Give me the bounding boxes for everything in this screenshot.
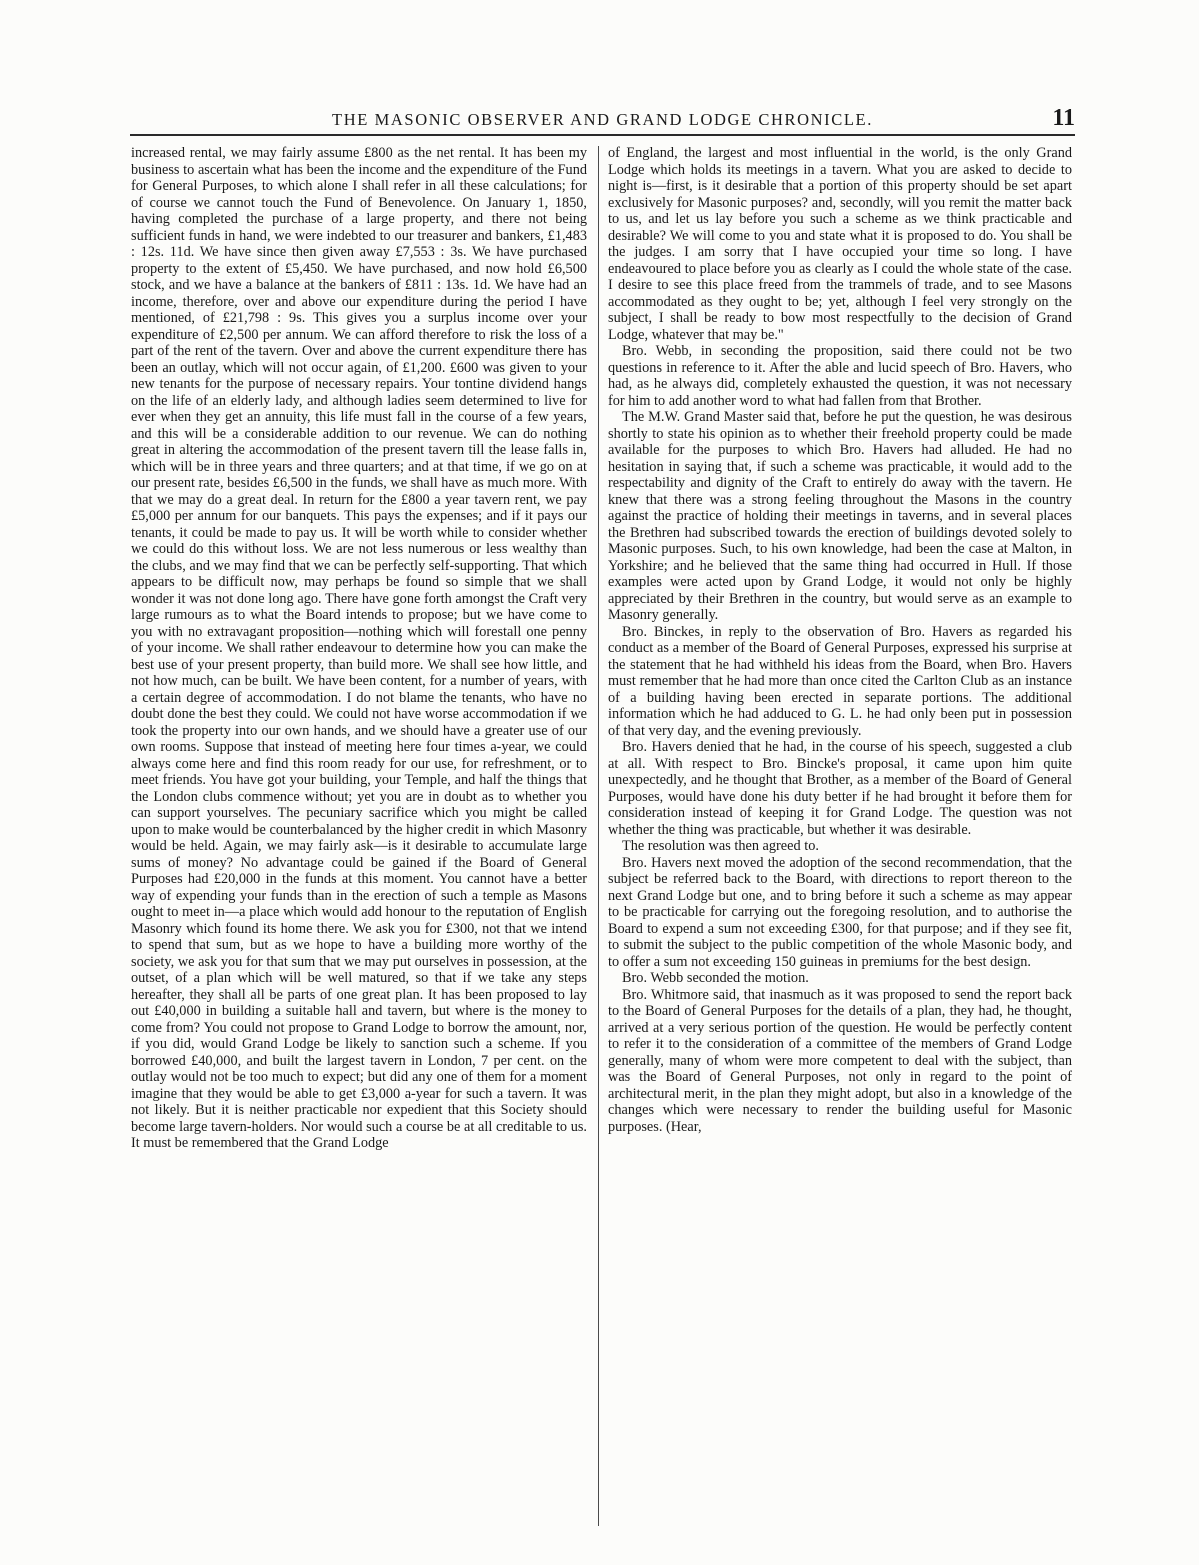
right-paragraph-5: Bro. Havers denied that he had, in the course of his speech, suggested a club at all. With respect to Bro. Bincke's proposal, it came upon him quite unexpectedly, and he thought that Brother, as a member of the Board of General Purposes, would have done his duty better if he had brought it before them for consideration instead of keeping it for Grand Lodge. The question was not whether the thing was practicable, but whether it was desirable. <box>608 739 1072 838</box>
right-paragraph-2: Bro. Webb, in seconding the proposition, said there could not be two questions in reference to it. After the able and lucid speech of Bro. Havers, who had, as he always did, completely exhausted the question, it was not necessary for him to add another word to what had fallen from that Brother. <box>608 343 1072 409</box>
page-number: 11 <box>1052 105 1075 131</box>
column-divider <box>598 146 599 1526</box>
header-rule <box>130 134 1075 136</box>
right-paragraph-3: The M.W. Grand Master said that, before he put the question, he was desirous shortly to state his opinion as to whether their freehold property could be made available for the purposes to which Bro. Havers had alluded. He had no hesitation in saying that, if such a scheme was practicable, it would add to the respectability and dignity of the Craft to entirely do away with the tavern. He knew that there was a strong feeling throughout the Masons in the country against the practice of holding their meetings in taverns, and in several places the Brethren had subscribed towards the erection of buildings devoted solely to Masonic purposes. Such, to his own knowledge, had been the case at Malton, in Yorkshire; and he believed that the same thing had occurred in Hull. If those examples were acted upon by Grand Lodge, it would not only be highly appreciated by their Brethren in the country, but would serve as an example to Masonry generally. <box>608 409 1072 623</box>
left-column <box>131 145 587 1530</box>
right-paragraph-6: The resolution was then agreed to. <box>622 838 819 854</box>
right-paragraph-7: Bro. Havers next moved the adoption of the second recommendation, that the subject be referred back to the Board, with directions to report thereon to the next Grand Lodge but one, and to bring before it such a scheme as may appear to be practicable for carrying out the foregoing resolution, and to authorise the Board to expend a sum not exceeding £300, for that purpose; and if they see fit, to submit the subject to the public competition of the whole Masonic body, and to offer a sum not exceeding 150 guineas in premiums for the best design. <box>608 854 1072 970</box>
right-paragraph-4: Bro. Binckes, in reply to the observation of Bro. Havers as regarded his conduct as a member of the Board of General Purposes, expressed his surprise at the statement that he had withheld his ideas from the Board, when Bro. Havers must remember that he had more than once cited the Carlton Club as an instance of a building having been erected in separate portions. The additional information which he had adduced to G. L. he had only been put in possession of that very day, and the evening previously. <box>608 623 1072 739</box>
right-paragraph-8: Bro. Webb seconded the motion. <box>622 970 809 986</box>
right-column <box>608 145 1072 1530</box>
right-paragraph-1: of England, the largest and most influential in the world, is the only Grand Lodge which holds its meetings in a tavern. What you are asked to decide to night is—first, is it desirable that a portion of this property should be set apart exclusively for Masonic purposes? and, secondly, will you remit the matter back to us, and let us lay before you such a scheme as we think practicable and desirable? We will come to you and state what it is proposed to do. You shall be the judges. I am sorry that I have occupied your time so long. I have endeavoured to place before you as clearly as I could the whole state of the case. I desire to see this place freed from the trammels of trade, and to see Masons accommodated as they ought to be; yet, although I feel very strongly on the subject, I shall be ready to bow most respectfully to the decision of Grand Lodge, whatever that may be." <box>608 145 1072 343</box>
running-title: THE MASONIC OBSERVER AND GRAND LODGE CHRONICLE. <box>332 110 873 129</box>
left-paragraph-1: increased rental, we may fairly assume £800 as the net rental. It has been my business to ascertain what has been the income and the expenditure of the Fund for General Purposes, to which alone I shall refer in all these calculations; for of course we cannot touch the Fund of Benevolence. On January 1, 1850, having completed the purchase of a large property, and there not being sufficient funds in hand, we were indebted to our treasurer and bankers, £1,483 : 12s. 11d. We have since then given away £7,553 : 3s. We have purchased property to the extent of £5,450. We have purchased, and now hold £6,500 stock, and we have a balance at the bankers of £811 : 13s. 1d. We have had an income, therefore, over and above our expenditure during the period I have mentioned, of £21,798 : 9s. This gives you a surplus income over your expenditure of £2,500 per annum. We can afford therefore to risk the loss of a part of the rent of the tavern. Over and above the current expenditure there has been an outlay, which will not occur again, of £1,200. £600 was given to your new tenants for the purpose of necessary repairs. Your tontine dividend hangs on the life of an elderly lady, and although ladies seem determined to live for ever when they get an annuity, this life must fall in the course of a few years, and this will be a considerable addition to our revenue. We can do nothing great in altering the accommodation of the present tavern till the lease falls in, which will be in three years and three quarters; and at that time, if we go on at our present rate, besides £6,500 in the funds, we shall have as much more. With that we may do a great deal. In return for the £800 a year tavern rent, we pay £5,000 per annum for our banquets. This pays the expenses; and if it pays our tenants, it could be made to pay us. It will be worth while to consider whether we could do this without loss. We are not less numerous or less wealthy than the clubs, and we may find that we can be perfectly self-supporting. That which appears to be difficult now, may perhaps be found so simple that we shall wonder it was not done long ago. There have gone forth amongst the Craft very large rumours as to what the Board intends to propose; but we have come to you with no extravagant proposition—nothing which will forestall one penny of your income. We shall rather endeavour to determine how you can make the best use of your present property, than build more. We shall see how little, and not how much, can be built. We have been content, for a number of years, with a certain degree of accommodation. I do not blame the tenants, who have no doubt done the best they could. We could not have worse accommodation if we took the property into our own hands, and we should have a greater use of our own rooms. Suppose that instead of meeting here four times a-year, we could always come here and find this room ready for our use, for refreshment, or to meet friends. You have got your building, your Temple, and half the things that the London clubs commence without; yet you are in doubt as to whether you can support yourselves. The pecuniary sacrifice which you might be called upon to make would be counterbalanced by the higher credit in which Masonry would be held. Again, we may fairly ask—is it desirable to accumulate large sums of money? No advantage could be gained if the Board of General Purposes had £20,000 in the funds at this moment. You cannot have a better way of expending your funds than in the erection of such a temple as Masons ought to meet in—a place which would add honour to the reputation of English Masonry which found its home there. We ask you for £300, not that we intend to spend that sum, but as we hope to have a building more worthy of the society, we ask you for that sum that we may put ourselves in possession, at the outset, of a plan which will be well matured, so that if we take any steps hereafter, they shall all be parts of one great plan. It has been proposed to lay out £40,000 in building a suitable hall and tavern, but where is the money to come from? You could not propose to Grand Lodge to borrow the amount, nor, if you did, would Grand Lodge be likely to sanction such a scheme. If you borrowed £40,000, and built the largest tavern in London, 7 per cent. on the outlay would not be too much to expect; but did any one of them for a moment imagine that they would be able to get £3,000 a-year for such a tavern. It was not likely. But it is neither practicable nor expedient that this Society should become large tavern-holders. Nor would such a course be at all creditable to us. It must be remembered that the Grand Lodge <box>131 145 587 1151</box>
right-paragraph-9: Bro. Whitmore said, that inasmuch as it was proposed to send the report back to the Board of General Purposes for the details of a plan, they had, he thought, arrived at a very serious portion of the question. He would be perfectly content to refer it to the consideration of a committee of the members of Grand Lodge generally, many of whom were more competent to deal with the subject, than was the Board of General Purposes, not only in regard to the point of architectural merit, in the plan they might adopt, but also in a knowledge of the changes which were necessary to render the building useful for Masonic purposes. (Hear, <box>608 986 1072 1135</box>
running-head <box>130 105 1075 134</box>
